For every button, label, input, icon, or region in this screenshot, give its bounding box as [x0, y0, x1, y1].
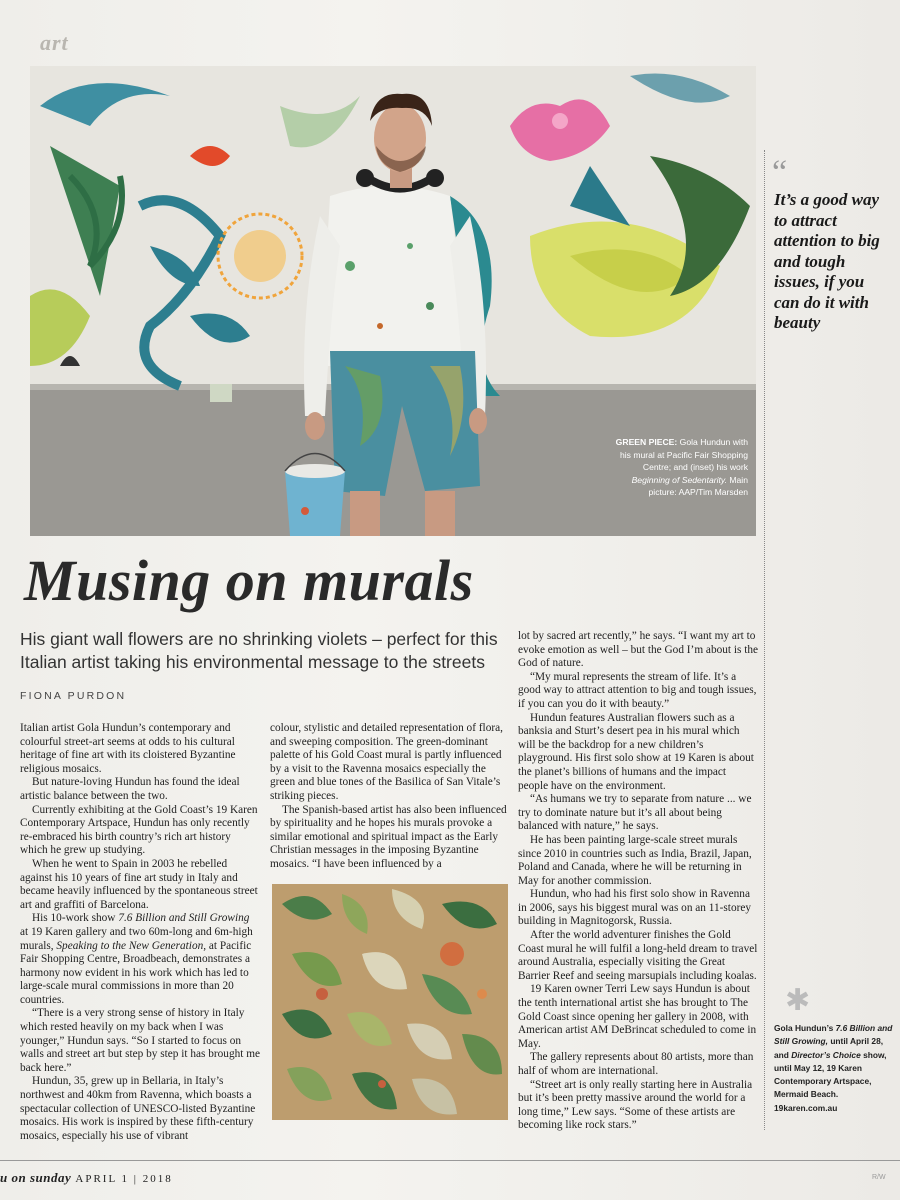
- paragraph: “Street art is only really starting here in Australia but it’s been pretty massive around the world for a long time,” Lew says. “Some of these artists are becoming like rock stars.”: [518, 1078, 753, 1132]
- info-line-b: until April 28, and: [774, 1036, 884, 1060]
- pull-quote: It’s a good way to attract attention to big and tough issues, if you can do it with beauty: [774, 190, 880, 332]
- paragraph: Hundun, 35, grew up in Bellaria, in Italy’s northwest and 40km from Ravenna, which boasts a spectacular collection of UNESCO-listed Byzantine mosaics. His work is inspired by these fifth-century mosaics, especially his use of vibrant: [20, 1075, 256, 1142]
- inset-artwork-image: [272, 884, 508, 1120]
- paragraph: The gallery represents about 80 artists, more than half of whom are international.: [518, 1051, 754, 1077]
- article-column-1: [20, 722, 260, 1143]
- caption-credit: Main picture: AAP/Tim Marsden: [648, 474, 748, 498]
- caption-work-title: Beginning of Sedentarity.: [631, 474, 727, 485]
- paragraph: Italian artist Gola Hundun’s contemporary and colourful street-art seems at odds to his cultural heritage of fine art with its cloistered Byzantine religious mosaics.: [20, 722, 236, 775]
- paragraph: “As humans we try to separate from nature ... we try to dominate nature but it’s all about being balanced with nature,” he says.: [518, 793, 752, 833]
- footer-rule: [0, 1160, 900, 1161]
- paragraph: But nature-loving Hundun has found the ideal artistic balance between the two.: [20, 776, 240, 802]
- headline: Musing on murals: [24, 548, 474, 613]
- caption-text: Gola Hundun with his mural at Pacific Fair Shopping Centre; and (inset) his work: [619, 437, 748, 473]
- paragraph: Hundun features Australian flowers such as a banksia and Sturt’s desert pea in his mural which will be the backdrop for a new children’s playground. His first solo show at 19 Karen is about the planet’s billions of humans and the impact people have on the environment.: [518, 711, 754, 792]
- paragraph: When he went to Spain in 2003 he rebelled against his 10 years of fine art study in Italy and became heavily influenced by the spontaneous street art and graffiti of Barcelona.: [20, 857, 258, 911]
- publication-name: u on sunday: [0, 1170, 72, 1185]
- paragraph-text: at 19 Karen gallery and two 60m-long and 6m-high murals,: [20, 925, 253, 952]
- paragraph: “There is a very strong sense of history in Italy which rested heavily on my back when I was younger,” Hundun says. “So I started to focus on walls and street art but step by step it has brought me back here.”: [20, 1007, 261, 1074]
- paragraph-text: His 10-work show: [32, 912, 116, 925]
- paragraph: After the world adventurer finishes the Gold Coast mural he will fulfil a long-held dream to travel around Australia, especially visiting the Great Barrier Reef and seeing marsupials including koalas.: [518, 929, 758, 982]
- info-title-1: 7.6 Billion and Still Growing,: [774, 1023, 893, 1047]
- issue-date: APRIL 1 | 2018: [75, 1173, 173, 1185]
- quote-mark-icon: “: [772, 154, 788, 191]
- asterisk-icon: ✱: [785, 983, 811, 1018]
- mural-title: Speaking to the New Generation,: [56, 939, 207, 952]
- paragraph: lot by sacred art recently,” he says. “I want my art to evoke emotion as well – but the God I’m about is the God of nature.: [518, 630, 759, 670]
- article-column-2: [270, 722, 510, 872]
- info-line-a: Gola Hundun’s: [774, 1023, 834, 1033]
- standfirst: His giant wall flowers are no shrinking violets – perfect for this Italian artist taking his environmental message to the streets: [20, 629, 498, 672]
- paragraph: colour, stylistic and detailed representation of flora, and sweeping composition. The green-dominant palette of his Gold Coast mural is partly influenced by a visit to the Ravenna mosaics especially the green and blue tones of the Basilica of San Vitale’s striking pieces.: [270, 722, 503, 802]
- photo-caption: [612, 436, 748, 499]
- sidebar-divider: [764, 150, 766, 1130]
- paragraph: 19 Karen owner Terri Lew says Hundun is about the tenth international artist she has brought to The Gold Coast since opening her gallery in 2008, with American artist AM DeBrincat scheduled to come in May.: [518, 983, 757, 1050]
- section-label: art: [40, 30, 69, 55]
- paragraph: [20, 912, 260, 1007]
- byline: FIONA PURDON: [20, 690, 127, 702]
- paragraph: “My mural represents the stream of life. It’s a good way to attract attention to big and tough issues, if you can you do it with beauty.”: [518, 670, 757, 710]
- article-column-3: [518, 630, 758, 1133]
- show-title: 7.6 Billion and Still Growing: [118, 912, 250, 925]
- info-title-2: Director’s Choice: [791, 1049, 861, 1060]
- paragraph: Currently exhibiting at the Gold Coast’s 19 Karen Contemporary Artspace, Hundun has only recently re-embraced his birth country’s rich art history which he grew up studying.: [20, 803, 258, 857]
- paragraph-text: at Pacific Fair Shopping Centre, Broadbeach, demonstrates a harmony now evident in his work which has led to large-scale mural commissions in more than 20 countries.: [20, 939, 252, 1006]
- caption-lead: GREEN PIECE:: [615, 437, 678, 447]
- info-line-c: show, until May 12, 19 Karen Contemporary Artspace, Mermaid Beach. 19karen.com.au: [774, 1049, 887, 1113]
- page-footer: [0, 1170, 173, 1186]
- paragraph: He has been painting large-scale street murals since 2010 in countries such as India, Brazil, Japan, Poland and Canada, where he will be returning in May for another commission.: [518, 833, 752, 887]
- exhibition-info: [774, 1022, 894, 1115]
- page-number: R/W: [872, 1174, 886, 1181]
- paragraph: The Spanish-based artist has also been influenced by spirituality and he hopes his murals provoke a similar emotional and spiritual impact as the Early Christian messages in the imposing Byzantine mosaics. “I have been influenced by a: [270, 803, 507, 870]
- paragraph: Hundun, who had his first solo show in Ravenna in 2006, says his biggest mural was on an 11-storey building in Magnitogorsk, Russia.: [518, 888, 752, 928]
